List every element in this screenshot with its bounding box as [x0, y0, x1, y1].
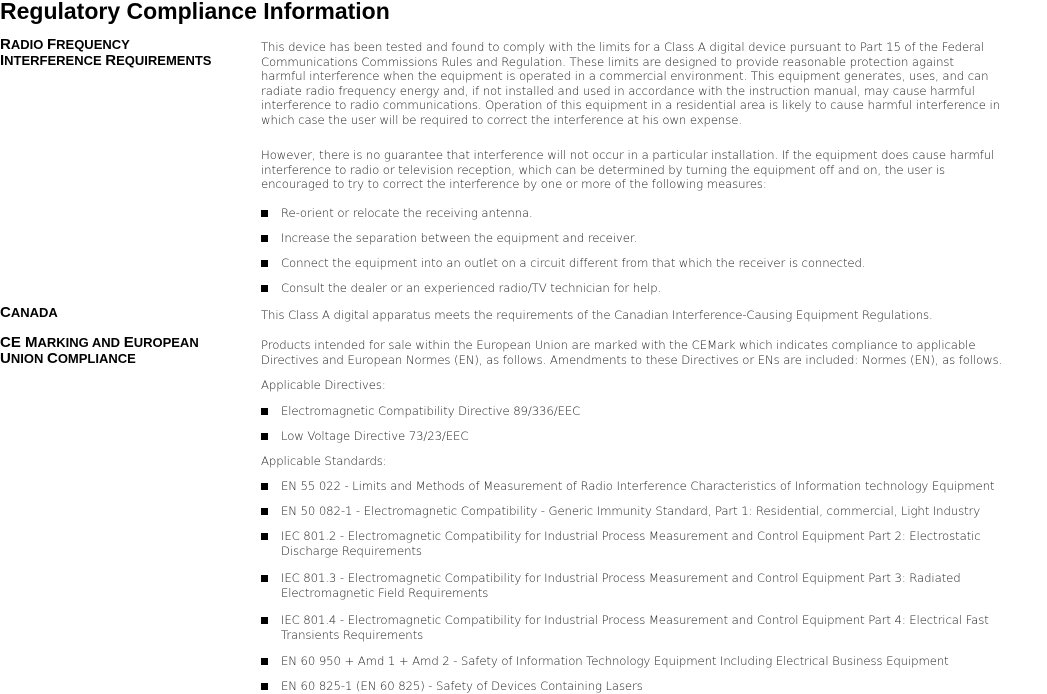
bullet-square-icon	[261, 508, 268, 515]
rf-paragraph-2: However, there is no guarantee that interference will not occur in a particular installation. If the equipment does cause harmful interference to radio or television reception, which can be determined by turning the equipment off and on, the user is encouraged to try to correct the interference by one or more of the following measures:	[261, 148, 995, 192]
bullet-square-icon	[261, 285, 268, 292]
page-title: Regulatory Compliance Information	[0, 0, 390, 24]
applicable-standards-label: Applicable Standards:	[261, 454, 387, 468]
bullet-square-icon	[261, 433, 268, 440]
rf-paragraph-1: This device has been tested and found to comply with the limits for a Class A digital device pursuant to Part 15 of the Federal Communications Commissions Rules and Regulation. These limits are designed to provide reasonable protection against harmful interference when the equipment is operated in a commercial environment. This equipment generates, uses, and can radiate radio frequency energy and, if not installed and used in accordance with the instruction manual, may cause harmful interference to radio communications. Operation of this equipment in a residential area is likely to cause harmful interference in which case the user will be required to correct the interference at his own expense.	[261, 40, 1000, 127]
bullet-square-icon	[261, 210, 268, 217]
bullet-square-icon	[261, 533, 268, 540]
section-heading-radio-frequency: RADIO FREQUENCY INTERFERENCE REQUIREMENTS	[0, 36, 212, 69]
bullet-square-icon	[261, 260, 268, 267]
canada-paragraph: This Class A digital apparatus meets the requirements of the Canadian Interference-Causing Equipment Regulations.	[261, 308, 933, 322]
bullet-square-icon	[261, 235, 268, 242]
bullet-square-icon	[261, 683, 268, 690]
bullet-square-icon	[261, 483, 268, 490]
bullet-square-icon	[261, 617, 268, 624]
section-heading-ce-marking: CE MARKING AND EUROPEAN UNION COMPLIANCE	[0, 334, 199, 367]
bullet-square-icon	[261, 658, 268, 665]
applicable-directives-label: Applicable Directives:	[261, 378, 386, 392]
bullet-square-icon	[261, 575, 268, 582]
ce-intro-paragraph: Products intended for sale within the European Union are marked with the CEMark which indicates compliance to applicable Directives and European Normes (EN), as follows. Amendments to these Directives or ENs are included: Normes (EN), as follows.	[261, 338, 1003, 367]
section-heading-canada: CANADA	[0, 304, 58, 321]
bullet-square-icon	[261, 408, 268, 415]
